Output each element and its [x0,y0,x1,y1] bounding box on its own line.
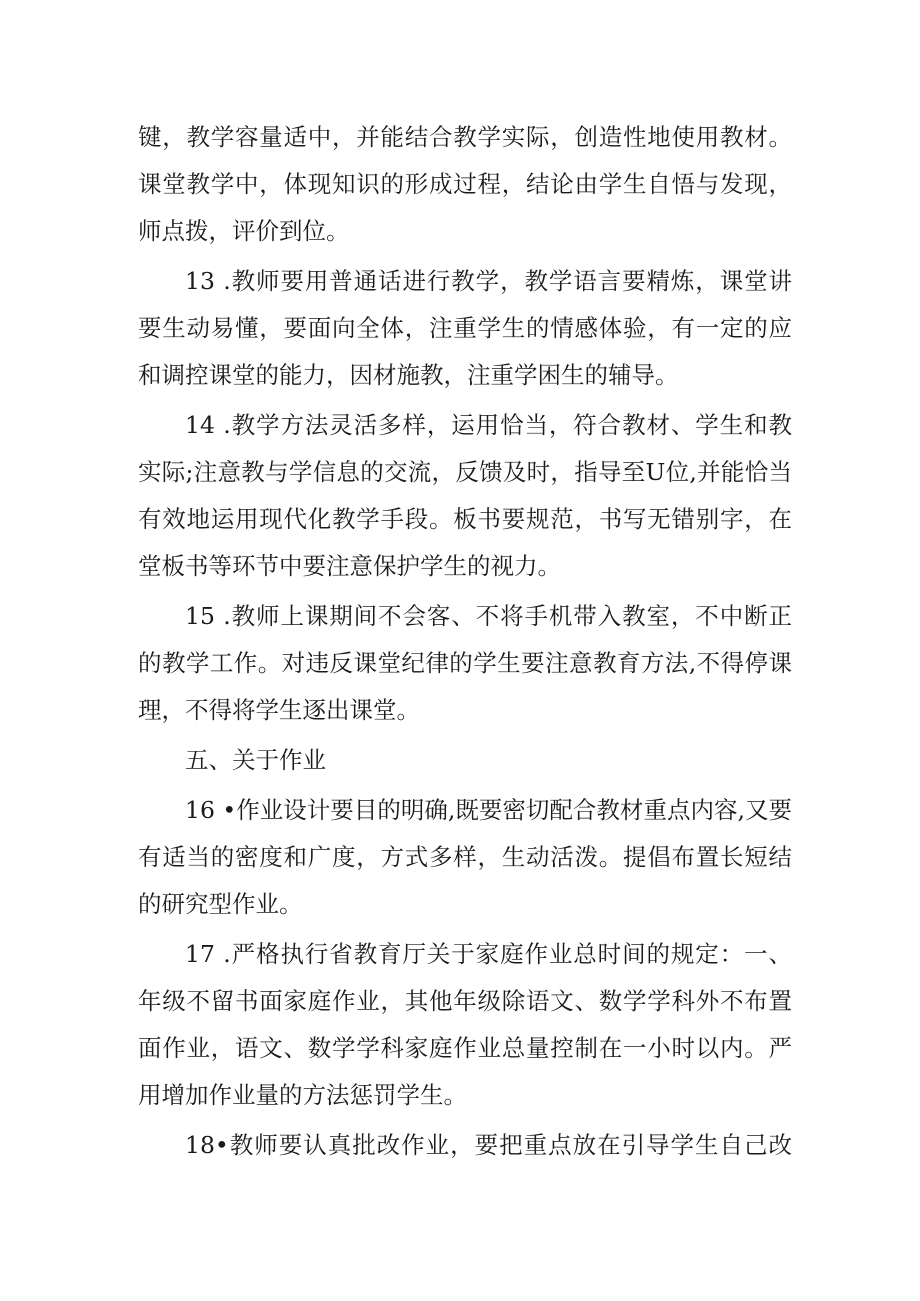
text-line: 师点拨，评价到位。 [138,217,350,245]
text-line: 面作业，语文、数学学科家庭作业总量控制在一小时以内。严 [138,1034,792,1062]
text-line: 五、关于作业 [185,746,326,774]
text-line: 13 .教师要用普通话进行教学，教学语言要精炼，课堂讲 [185,267,792,295]
text-line: 18•教师要认真批改作业，要把重点放在引导学生自己改 [185,1131,792,1159]
text-line: 16 •作业设计要目的明确,既要密切配合教材重点内容,又要 [185,796,792,824]
paragraph [138,593,792,734]
paragraph [138,787,792,928]
paragraph [138,258,792,399]
text-line: 15 .教师上课期间不会客、不将手机带入教室，不中断正 [185,602,792,630]
text-line: 堂板书等环节中要注意保护学生的视力。 [138,552,561,580]
document-body [138,114,792,1172]
paragraph [138,114,792,255]
text-line: 14 .教学方法灵活多样，运用恰当，符合教材、学生和教 [185,411,792,439]
text-line: 实际;注意教与学信息的交流，反馈及时，指导至U位,并能恰当 [138,458,792,486]
paragraph [138,402,792,590]
text-line: 年级不留书面家庭作业，其他年级除语文、数学学科外不布置 [138,987,792,1015]
text-line: 有效地运用现代化教学手段。板书要规范，书写无错别字，在 [138,505,792,533]
paragraph [138,1122,792,1169]
text-line: 用增加作业量的方法惩罚学生。 [138,1081,467,1109]
text-line: 17 .严格执行省教育厅关于家庭作业总时间的规定：一、 [185,940,792,968]
text-line: 的教学工作。对违反课堂纪律的学生要注意教育方法,不得停课 [138,649,792,677]
paragraph [138,737,792,784]
text-line: 和调控课堂的能力，因材施教，注重学困生的辅导。 [138,361,679,389]
text-line: 有适当的密度和广度，方式多样，生动活泼。提倡布置长短结 [138,843,792,871]
text-line: 理，不得将学生逐出课堂。 [138,696,420,724]
text-line: 键，教学容量适中，并能结合教学实际，创造性地使用教材。 [138,123,792,151]
text-line: 课堂教学中，体现知识的形成过程，结论由学生自悟与发现， [138,170,792,198]
text-line: 的研究型作业。 [138,890,303,918]
text-line: 要生动易懂，要面向全体，注重学生的情感体验，有一定的应 [138,314,792,342]
paragraph [138,931,792,1119]
